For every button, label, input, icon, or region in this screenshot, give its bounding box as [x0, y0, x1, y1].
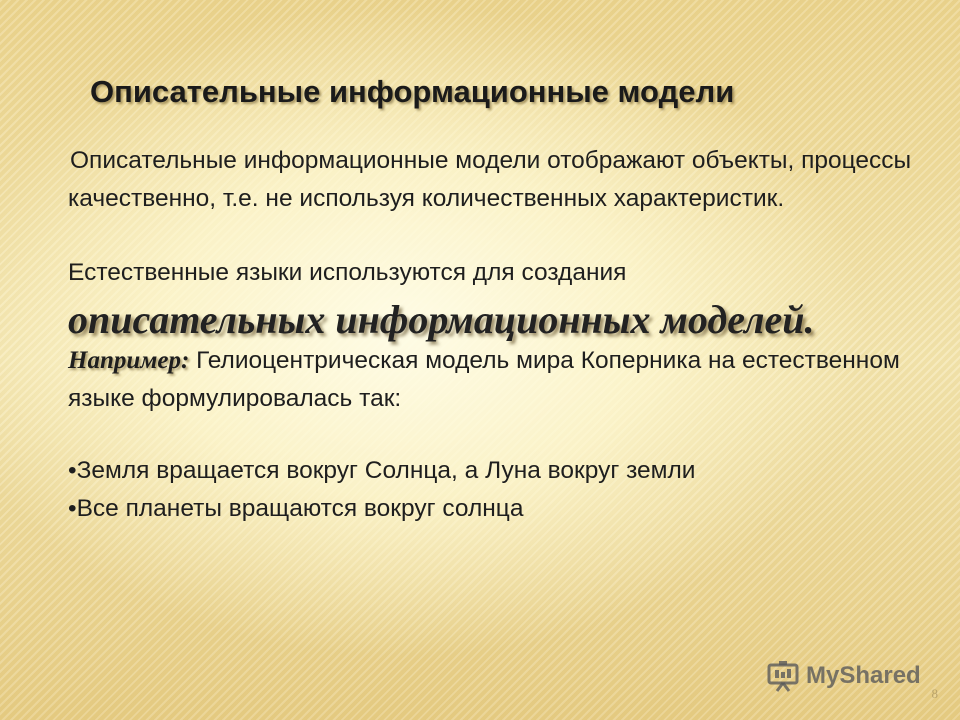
bullet-planets: •Все планеты вращаются вокруг солнца — [68, 495, 524, 522]
paragraph-natural-languages: Естественные языки используются для создания — [68, 259, 627, 286]
paragraph-descriptive-models: Описательные информационные модели отображают объекты, процессы качественно, т.е. не используя количественных характеристик. — [68, 147, 912, 212]
slide-body — [68, 142, 918, 528]
example-paragraph — [68, 342, 918, 418]
example-text: Гелиоцентрическая модель мира Коперника на естественном языке формулировалась так: — [68, 347, 900, 412]
myshared-logo — [766, 656, 921, 696]
page-number: 8 — [931, 686, 938, 701]
emphasis-descriptive-models: описательных информационных моделей. — [68, 297, 815, 342]
example-label: Например: — [68, 347, 190, 374]
presentation-board-icon — [766, 659, 800, 693]
slide-title: Описательные информационные модели — [90, 74, 735, 109]
bullet-earth: •Земля вращается вокруг Солнца, а Луна вокруг земли — [68, 457, 696, 484]
watermark-text: MyShared — [806, 662, 921, 689]
